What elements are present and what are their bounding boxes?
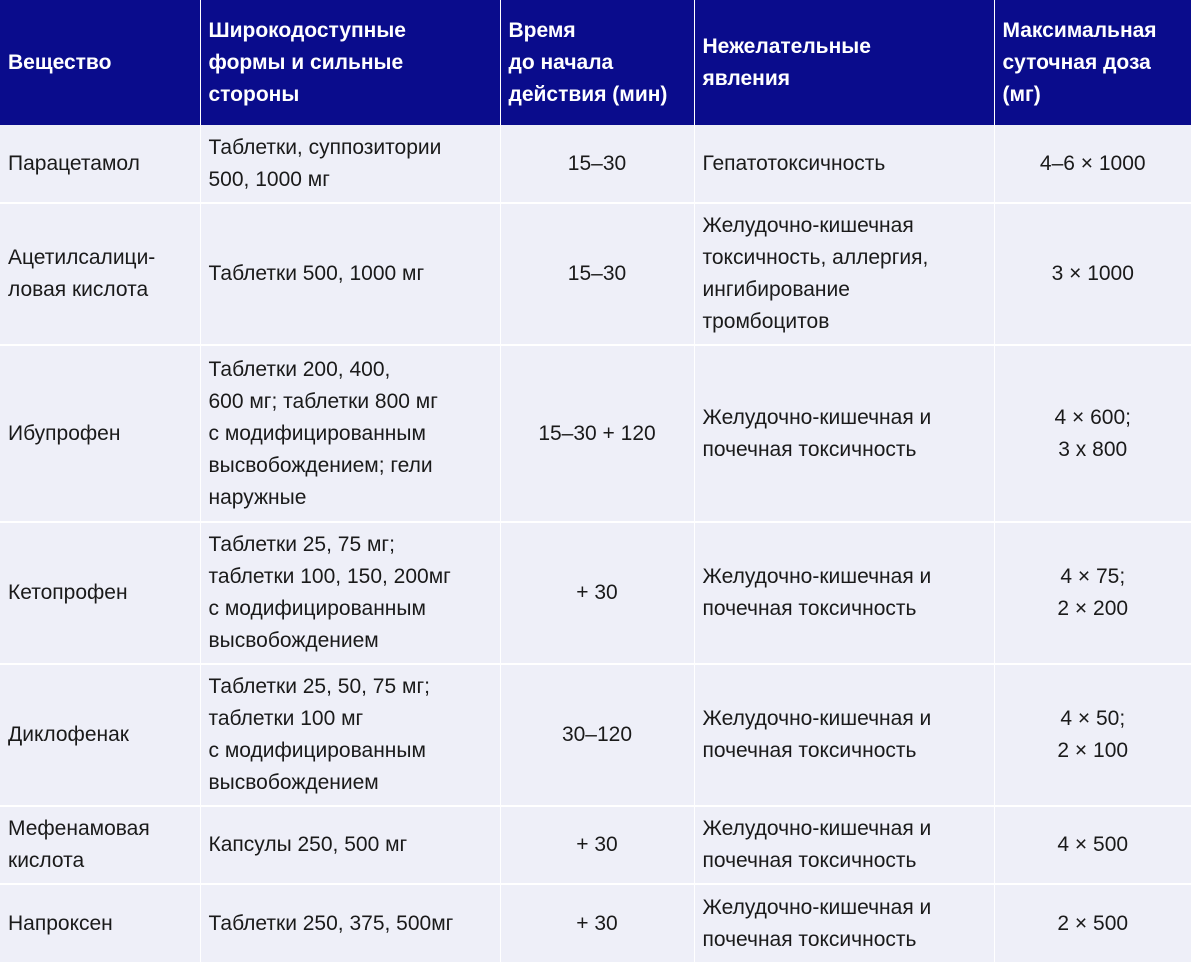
cell-adverse: Желудочно-кишечная и почечная токсичность <box>694 806 994 884</box>
cell-max-dose: 4 × 75; 2 × 200 <box>994 522 1191 664</box>
cell-onset: 15–30 <box>500 203 694 345</box>
header-substance: Вещество <box>0 0 200 125</box>
cell-substance: Ацетилсалици- ловая кислота <box>0 203 200 345</box>
cell-max-dose: 4 × 50; 2 × 100 <box>994 664 1191 806</box>
cell-substance: Кетопрофен <box>0 522 200 664</box>
table-row <box>0 664 1191 806</box>
table-row <box>0 522 1191 664</box>
cell-max-dose: 4 × 600; 3 x 800 <box>994 345 1191 522</box>
cell-max-dose: 4 × 500 <box>994 806 1191 884</box>
cell-onset: + 30 <box>500 806 694 884</box>
table-row <box>0 806 1191 884</box>
cell-forms: Таблетки, суппозитории 500, 1000 мг <box>200 125 500 203</box>
cell-onset: + 30 <box>500 522 694 664</box>
cell-onset: 30–120 <box>500 664 694 806</box>
header-onset: Время до начала действия (мин) <box>500 0 694 125</box>
cell-adverse: Желудочно-кишечная и почечная токсичность <box>694 345 994 522</box>
cell-onset: 15–30 + 120 <box>500 345 694 522</box>
cell-max-dose: 2 × 500 <box>994 884 1191 963</box>
table-body <box>0 125 1191 963</box>
cell-forms: Таблетки 25, 50, 75 мг; таблетки 100 мг с модифицированным высвобождением <box>200 664 500 806</box>
cell-substance: Парацетамол <box>0 125 200 203</box>
cell-forms: Таблетки 250, 375, 500мг <box>200 884 500 963</box>
table-row <box>0 125 1191 203</box>
table-row <box>0 345 1191 522</box>
header-forms: Широкодоступные формы и сильные стороны <box>200 0 500 125</box>
cell-substance: Напроксен <box>0 884 200 963</box>
cell-adverse: Гепатотоксичность <box>694 125 994 203</box>
cell-max-dose: 4–6 × 1000 <box>994 125 1191 203</box>
table-header <box>0 0 1191 125</box>
table-row <box>0 203 1191 345</box>
header-max-dose: Максимальная суточная доза (мг) <box>994 0 1191 125</box>
cell-forms: Таблетки 25, 75 мг; таблетки 100, 150, 200мг с модифицированным высвобождением <box>200 522 500 664</box>
cell-adverse: Желудочно-кишечная и почечная токсичность <box>694 664 994 806</box>
header-row <box>0 0 1191 125</box>
header-adverse: Нежелательные явления <box>694 0 994 125</box>
cell-adverse: Желудочно-кишечная и почечная токсичность <box>694 522 994 664</box>
cell-forms: Капсулы 250, 500 мг <box>200 806 500 884</box>
cell-adverse: Желудочно-кишечная токсичность, аллергия, ингибирование тромбоцитов <box>694 203 994 345</box>
cell-onset: 15–30 <box>500 125 694 203</box>
table-row <box>0 884 1191 963</box>
cell-forms: Таблетки 500, 1000 мг <box>200 203 500 345</box>
cell-substance: Мефенамовая кислота <box>0 806 200 884</box>
cell-adverse: Желудочно-кишечная и почечная токсичность <box>694 884 994 963</box>
cell-substance: Ибупрофен <box>0 345 200 522</box>
cell-onset: + 30 <box>500 884 694 963</box>
cell-substance: Диклофенак <box>0 664 200 806</box>
cell-forms: Таблетки 200, 400, 600 мг; таблетки 800 мг с модифицированным высвобождением; гели наружные <box>200 345 500 522</box>
cell-max-dose: 3 × 1000 <box>994 203 1191 345</box>
